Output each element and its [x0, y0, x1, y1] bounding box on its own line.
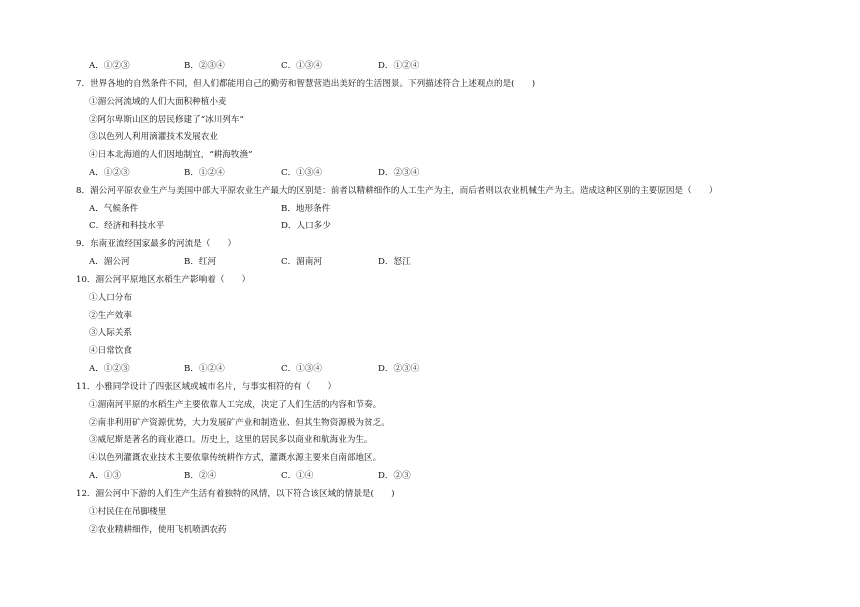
q10-option-c: C．①③④: [281, 364, 322, 374]
q7-stem: 7．世界各地的自然条件不同，但人们都能用自己的勤劳和智慧营造出美好的生活图景。下列描述符合上述观点的是( ): [76, 79, 536, 89]
q9-option-d: D．怒江: [378, 257, 411, 267]
q9-option-a: A．湄公河: [89, 257, 130, 267]
q7-option-c: C．①③④: [281, 168, 322, 178]
q10-item-2: ②生产效率: [89, 311, 132, 321]
q8-option-d: D．人口多少: [281, 221, 331, 231]
q8-option-a: A．气候条件: [89, 204, 139, 214]
q11-item-2: ②南非利用矿产资源优势，大力发展矿产业和制造业、但其生物资源极为贫乏。: [89, 418, 390, 428]
q11-item-4: ④以色列灌溉农业技术主要依靠传统耕作方式，灌溉水源主要来自南部地区。: [89, 453, 382, 463]
q7-item-3: ③以色列人利用滴灌技术发展农业: [89, 132, 218, 142]
q10-option-b: B．①②④: [184, 364, 225, 374]
q6-option-b: B．②③④: [184, 61, 225, 71]
q8-option-b: B．地形条件: [281, 204, 331, 214]
q11-option-a: A．①③: [89, 471, 121, 481]
q9-stem: 9．东南亚流经国家最多的河流是（ ）: [76, 239, 237, 249]
q8-stem: 8．湄公河平原农业生产与美国中部大平原农业生产最大的区别是：前者以精耕细作的人工生产为主，而后者则以农业机械生产为主。造成这种区别的主要原因是（ ）: [76, 186, 718, 196]
q7-option-a: A．①②③: [89, 168, 130, 178]
q7-item-1: ①湄公河流域的人们大面积种植小麦: [89, 97, 227, 107]
q11-option-d: D．②③: [378, 471, 411, 481]
q7-item-2: ②阿尔卑斯山区的居民修建了“冰川列车”: [89, 115, 244, 125]
q7-option-d: D．②③④: [378, 168, 420, 178]
q11-option-c: C．①④: [281, 471, 314, 481]
q10-option-a: A．①②③: [89, 364, 130, 374]
q6-option-c: C．①③④: [281, 61, 322, 71]
q10-option-d: D．②③④: [378, 364, 420, 374]
q7-item-4: ④日本北海道的人们因地制宜，“耕海牧渔”: [89, 150, 253, 160]
q6-option-d: D．①②④: [378, 61, 420, 71]
q10-item-1: ①人口分布: [89, 293, 132, 303]
q7-option-b: B．①②④: [184, 168, 225, 178]
q10-item-4: ④日常饮食: [89, 346, 132, 356]
q6-option-a: A．①②③: [89, 61, 130, 71]
q10-stem: 10．湄公河平原地区水稻生产影响着（ ）: [76, 275, 251, 285]
q8-option-c: C．经济和科技水平: [89, 221, 165, 231]
q11-stem: 11．小雅同学设计了四张区域或城市名片，与事实相符的有（ ）: [76, 382, 337, 392]
q9-option-b: B．红河: [184, 257, 217, 267]
q11-item-1: ①湄南河平原的水稻生产主要依靠人工完成，决定了人们生活的内容和节奏。: [89, 400, 382, 410]
q12-item-2: ②农业精耕细作，使用飞机喷洒农药: [89, 525, 227, 535]
q9-option-c: C．湄南河: [281, 257, 322, 267]
q12-item-1: ①村民住在吊脚楼里: [89, 507, 167, 517]
q10-item-3: ③人际关系: [89, 328, 132, 338]
q11-option-b: B．②④: [184, 471, 217, 481]
q12-stem: 12．湄公河中下游的人们生产生活有着独特的风情，以下符合该区域的情景是( ): [76, 489, 395, 499]
q11-item-3: ③威尼斯是著名的商业港口。历史上，这里的居民多以商业和航海业为生。: [89, 435, 373, 445]
